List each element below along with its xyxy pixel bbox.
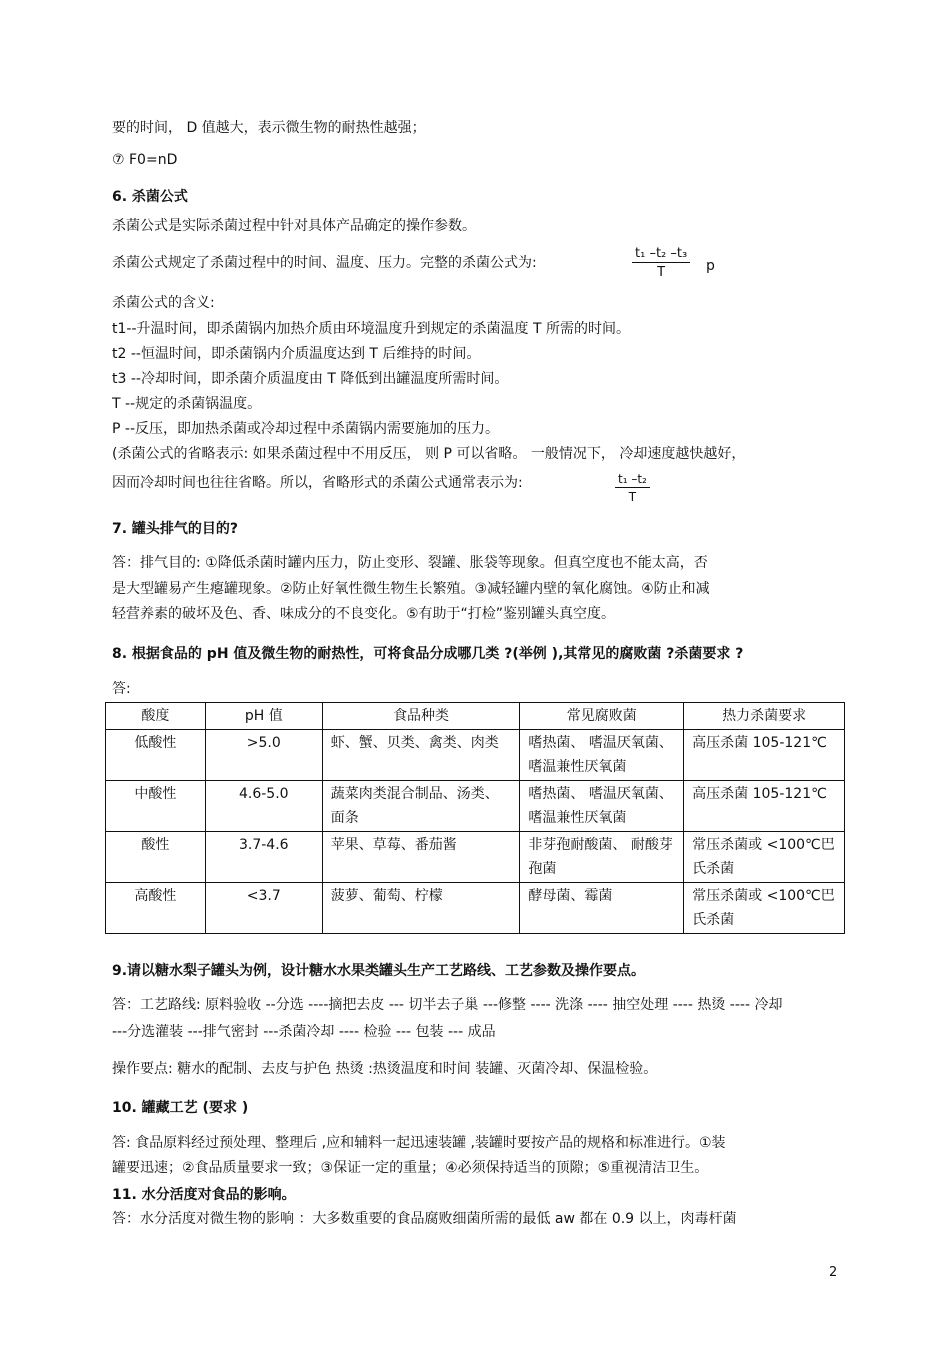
table-row [106, 883, 845, 934]
table-cell-bacteria: 嗜热菌、 嗜温厌氧菌、嗜温兼性厌氧菌 [520, 730, 684, 781]
table-header-cell: pH 值 [205, 703, 322, 730]
table-cell-acidity: 低酸性 [106, 730, 206, 781]
line-t1: t1--升温时间，即杀菌锅内加热介质由环境温度升到规定的杀菌温度 T 所需的时间。 [112, 321, 630, 337]
table-cell-sterilization: 常压杀菌或 <100℃巴氏杀菌 [684, 883, 845, 934]
heading-6: 6. 杀菌公式 [112, 189, 188, 205]
heading-7: 7. 罐头排气的目的? [112, 521, 239, 537]
line-canning-1: 答: 食品原料经过预处理、整理后 ,应和辅料一起迅速装罐 ,装罐时要按产品的规格和标准进行。①装 [112, 1135, 726, 1151]
formula-short-denominator: T [628, 490, 637, 504]
line-T: T --规定的杀菌锅温度。 [112, 396, 262, 412]
formula-full-numerator: t₁ –t₂ –t₃ [632, 246, 690, 263]
table-header-cell: 食品种类 [322, 703, 520, 730]
line-exhaust-2: 是大型罐易产生瘪罐现象。②防止好氧性微生物生长繁殖。③减轻罐内壁的氧化腐蚀。④防止和减 [112, 581, 710, 597]
line-d-value: 要的时间， D 值越大，表示微生物的耐热性越强； [112, 120, 426, 136]
line-P: P --反压，即加热杀菌或冷却过程中杀菌锅内需要施加的压力。 [112, 421, 499, 437]
table-cell-foods: 蔬菜肉类混合制品、汤类、面条 [322, 781, 520, 832]
line-f0: ⑦ F0=nD [112, 152, 178, 168]
table-cell-bacteria: 酵母菌、霉菌 [520, 883, 684, 934]
table-cell-bacteria: 嗜热菌、 嗜温厌氧菌、嗜温兼性厌氧菌 [520, 781, 684, 832]
table-cell-foods: 菠萝、葡萄、柠檬 [322, 883, 520, 934]
table-cell-acidity: 高酸性 [106, 883, 206, 934]
table-cell-ph: <3.7 [205, 883, 322, 934]
table-header-cell: 常见腐败菌 [520, 703, 684, 730]
formula-short-numerator: t₁ –t₂ [615, 472, 650, 488]
formula-short [615, 472, 650, 504]
table-cell-ph: >5.0 [205, 730, 322, 781]
table-cell-acidity: 中酸性 [106, 781, 206, 832]
line-formula-full-label: 杀菌公式规定了杀菌过程中的时间、温度、压力。完整的杀菌公式为: [112, 255, 537, 271]
table-cell-sterilization: 高压杀菌 105-121℃ [684, 730, 845, 781]
table-row [106, 730, 845, 781]
line-formula-intro: 杀菌公式是实际杀菌过程中针对具体产品确定的操作参数。 [112, 218, 476, 234]
line-answer-8: 答: [112, 681, 131, 697]
table-cell-foods: 苹果、草莓、番茄酱 [322, 832, 520, 883]
line-omission-2: 因而冷却时间也往往省略。所以，省略形式的杀菌公式通常表示为: [112, 475, 523, 491]
table-header-row [106, 703, 845, 730]
table-cell-sterilization: 常压杀菌或 <100℃巴氏杀菌 [684, 832, 845, 883]
line-exhaust-1: 答：排气目的: ①降低杀菌时罐内压力，防止变形、裂罐、胀袋等现象。但真空度也不能太高，否 [112, 555, 708, 571]
table-header-cell: 热力杀菌要求 [684, 703, 845, 730]
table-row [106, 832, 845, 883]
line-t2: t2 --恒温时间，即杀菌锅内介质温度达到 T 后维持的时间。 [112, 346, 481, 362]
table-cell-acidity: 酸性 [106, 832, 206, 883]
line-process-route-2: ---分选灌装 ---排气密封 ---杀菌冷却 ---- 检验 --- 包装 --- 成品 [112, 1024, 496, 1040]
formula-full-denominator: T [657, 265, 666, 280]
heading-8: 8. 根据食品的 pH 值及微生物的耐热性，可将食品分成哪几类 ?(举例 ),其常见的腐败菌 ?杀菌要求 ? [112, 646, 744, 662]
line-canning-2: 罐要迅速；②食品质量要求一致；③保证一定的重量；④必须保持适当的顶隙；⑤重视清洁卫生。 [112, 1160, 709, 1176]
table-row [106, 781, 845, 832]
table-cell-bacteria: 非芽孢耐酸菌、 耐酸芽孢菌 [520, 832, 684, 883]
table-cell-foods: 虾、蟹、贝类、禽类、肉类 [322, 730, 520, 781]
table-cell-ph: 3.7-4.6 [205, 832, 322, 883]
line-t3: t3 --冷却时间，即杀菌介质温度由 T 降低到出罐温度所需时间。 [112, 371, 509, 387]
heading-9: 9.请以糖水梨子罐头为例，设计糖水水果类罐头生产工艺路线、工艺参数及操作要点。 [112, 963, 646, 979]
line-process-route-1: 答：工艺路线: 原料验收 --分选 ----摘把去皮 --- 切半去子巢 ---修整 ---- 洗涤 ---- 抽空处理 ---- 热烫 ---- 冷却 [112, 997, 783, 1013]
table-cell-sterilization: 高压杀菌 105-121℃ [684, 781, 845, 832]
line-meaning: 杀菌公式的含义: [112, 295, 215, 311]
heading-11: 11. 水分活度对食品的影响。 [112, 1187, 296, 1203]
table-cell-ph: 4.6-5.0 [205, 781, 322, 832]
line-omission-1: (杀菌公式的省略表示: 如果杀菌过程中不用反压， 则 P 可以省略。 一般情况下， 冷却速度越快越好， [112, 446, 746, 462]
formula-full-pressure: p [706, 258, 715, 274]
heading-10: 10. 罐藏工艺 (要求 ) [112, 1100, 249, 1116]
line-water-activity: 答：水分活度对微生物的影响 ：大多数重要的食品腐败细菌所需的最低 aw 都在 0.9 以上，肉毒杆菌 [112, 1211, 737, 1227]
page-number: 2 [829, 1265, 838, 1280]
formula-full [632, 246, 690, 280]
table-header-cell: 酸度 [106, 703, 206, 730]
line-exhaust-3: 轻营养素的破坏及色、香、味成分的不良变化。⑤有助于“打检”鉴别罐头真空度。 [112, 606, 616, 622]
line-operation-points: 操作要点: 糖水的配制、去皮与护色 热烫 :热烫温度和时间 装罐、灭菌冷却、保温检验。 [112, 1061, 658, 1077]
acidity-table [105, 702, 845, 934]
